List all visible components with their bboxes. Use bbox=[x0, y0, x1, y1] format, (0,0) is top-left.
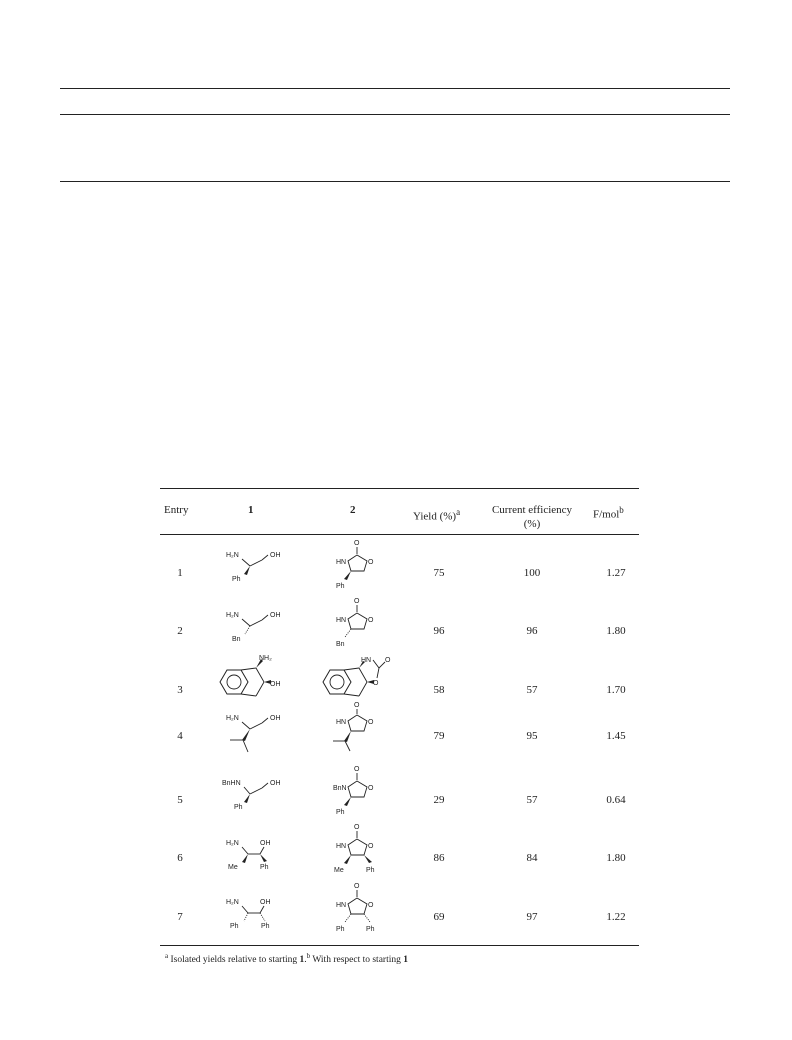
entry-number: 4 bbox=[177, 730, 183, 742]
product-structure bbox=[325, 699, 385, 760]
svg-text:NH₂: NH₂ bbox=[259, 655, 272, 662]
svg-text:O: O bbox=[368, 719, 374, 726]
reactant-structure bbox=[220, 607, 290, 652]
header-reactant: 1 bbox=[248, 504, 254, 516]
svg-text:Ph: Ph bbox=[336, 583, 345, 590]
yield-value: 79 bbox=[433, 730, 445, 742]
svg-text:Ph: Ph bbox=[336, 809, 345, 816]
efficiency-value: 84 bbox=[526, 852, 538, 864]
svg-text:H₂N: H₂N bbox=[226, 612, 239, 619]
svg-text:O: O bbox=[354, 702, 360, 709]
product-structure bbox=[332, 537, 392, 598]
efficiency-value: 95 bbox=[526, 730, 538, 742]
svg-text:O: O bbox=[368, 902, 374, 909]
table-bottom-rule bbox=[160, 945, 639, 946]
table-top-rule bbox=[160, 488, 639, 489]
svg-text:Ph: Ph bbox=[260, 864, 269, 871]
svg-text:Ph: Ph bbox=[234, 804, 243, 811]
svg-text:O: O bbox=[368, 843, 374, 850]
svg-text:HN: HN bbox=[361, 657, 372, 664]
reactant-structure bbox=[212, 652, 302, 707]
svg-text:H₂N: H₂N bbox=[226, 899, 239, 906]
svg-text:H₂N: H₂N bbox=[226, 552, 239, 559]
reactant-structure bbox=[220, 547, 290, 592]
svg-text:Bn: Bn bbox=[232, 636, 241, 643]
reactant-structure bbox=[220, 835, 290, 880]
svg-text:O: O bbox=[354, 824, 360, 831]
reactant-structure bbox=[220, 775, 290, 820]
svg-text:Me: Me bbox=[228, 864, 238, 871]
fmol-value: 1.27 bbox=[606, 567, 626, 579]
yield-value: 69 bbox=[433, 911, 445, 923]
svg-text:Ph: Ph bbox=[230, 923, 239, 930]
efficiency-value: 57 bbox=[526, 684, 538, 696]
svg-text:O: O bbox=[354, 883, 360, 890]
efficiency-value: 97 bbox=[526, 911, 538, 923]
efficiency-value: 100 bbox=[523, 567, 541, 579]
svg-text:OH: OH bbox=[270, 612, 281, 619]
efficiency-value: 57 bbox=[526, 794, 538, 806]
svg-text:Ph: Ph bbox=[261, 923, 270, 930]
svg-text:BnHN: BnHN bbox=[222, 780, 241, 787]
svg-text:HN: HN bbox=[336, 902, 347, 909]
svg-text:HN: HN bbox=[336, 843, 347, 850]
yield-value: 75 bbox=[433, 567, 445, 579]
svg-text:Ph: Ph bbox=[232, 576, 241, 583]
svg-text:OH: OH bbox=[260, 899, 271, 906]
svg-text:O: O bbox=[354, 766, 360, 773]
svg-text:OH: OH bbox=[270, 681, 281, 688]
yield-value: 86 bbox=[433, 852, 445, 864]
svg-text:OH: OH bbox=[270, 780, 281, 787]
header-entry: Entry bbox=[164, 504, 189, 516]
entry-number: 2 bbox=[177, 625, 183, 637]
yield-value: 96 bbox=[433, 625, 445, 637]
top-rule-3 bbox=[60, 181, 730, 182]
header-fmol: F/mol$^b$ bbox=[593, 505, 624, 521]
svg-text:O: O bbox=[368, 785, 374, 792]
product-structure bbox=[332, 821, 392, 882]
svg-text:O: O bbox=[354, 540, 360, 547]
svg-text:HN: HN bbox=[336, 617, 347, 624]
entry-number: 1 bbox=[177, 567, 183, 579]
svg-text:HN: HN bbox=[336, 559, 347, 566]
yield-value: 29 bbox=[433, 794, 445, 806]
fmol-value: 0.64 bbox=[606, 794, 626, 806]
table-footnote: $^a$ Isolated yields relative to starting 1.$^b$ With respect to starting 1 bbox=[165, 952, 408, 966]
fmol-value: 1.80 bbox=[606, 625, 626, 637]
table-header-rule bbox=[160, 534, 639, 535]
product-structure bbox=[332, 880, 392, 941]
top-rule-1 bbox=[60, 88, 730, 89]
entry-number: 5 bbox=[177, 794, 183, 806]
svg-text:BnN: BnN bbox=[333, 785, 347, 792]
svg-text:OH: OH bbox=[270, 715, 281, 722]
reactant-structure bbox=[220, 710, 290, 763]
svg-text:O: O bbox=[368, 617, 374, 624]
svg-text:Ph: Ph bbox=[336, 926, 345, 933]
yield-value: 58 bbox=[433, 684, 445, 696]
header-current-efficiency: Current efficiency (%) bbox=[491, 504, 573, 530]
fmol-value: 1.45 bbox=[606, 730, 626, 742]
header-product: 2 bbox=[350, 504, 356, 516]
entry-number: 6 bbox=[177, 852, 183, 864]
efficiency-value: 96 bbox=[526, 625, 538, 637]
svg-text:Bn: Bn bbox=[336, 641, 345, 648]
svg-text:OH: OH bbox=[260, 840, 271, 847]
top-rule-2 bbox=[60, 114, 730, 115]
entry-number: 3 bbox=[177, 684, 183, 696]
svg-text:HN: HN bbox=[336, 719, 347, 726]
svg-text:Ph: Ph bbox=[366, 926, 375, 933]
svg-text:OH: OH bbox=[270, 552, 281, 559]
svg-text:Me: Me bbox=[334, 867, 344, 874]
reactant-structure bbox=[220, 894, 290, 939]
svg-text:O: O bbox=[354, 598, 360, 605]
svg-text:Ph: Ph bbox=[366, 867, 375, 874]
svg-text:O: O bbox=[368, 559, 374, 566]
svg-text:O: O bbox=[373, 680, 379, 687]
svg-text:H₂N: H₂N bbox=[226, 840, 239, 847]
fmol-value: 1.22 bbox=[606, 911, 626, 923]
product-structure bbox=[332, 595, 392, 656]
fmol-value: 1.70 bbox=[606, 684, 626, 696]
product-structure bbox=[332, 763, 392, 824]
svg-text:H₂N: H₂N bbox=[226, 715, 239, 722]
svg-text:O: O bbox=[385, 657, 391, 664]
header-yield: Yield (%)$^a$ bbox=[413, 507, 461, 523]
entry-number: 7 bbox=[177, 911, 183, 923]
fmol-value: 1.80 bbox=[606, 852, 626, 864]
